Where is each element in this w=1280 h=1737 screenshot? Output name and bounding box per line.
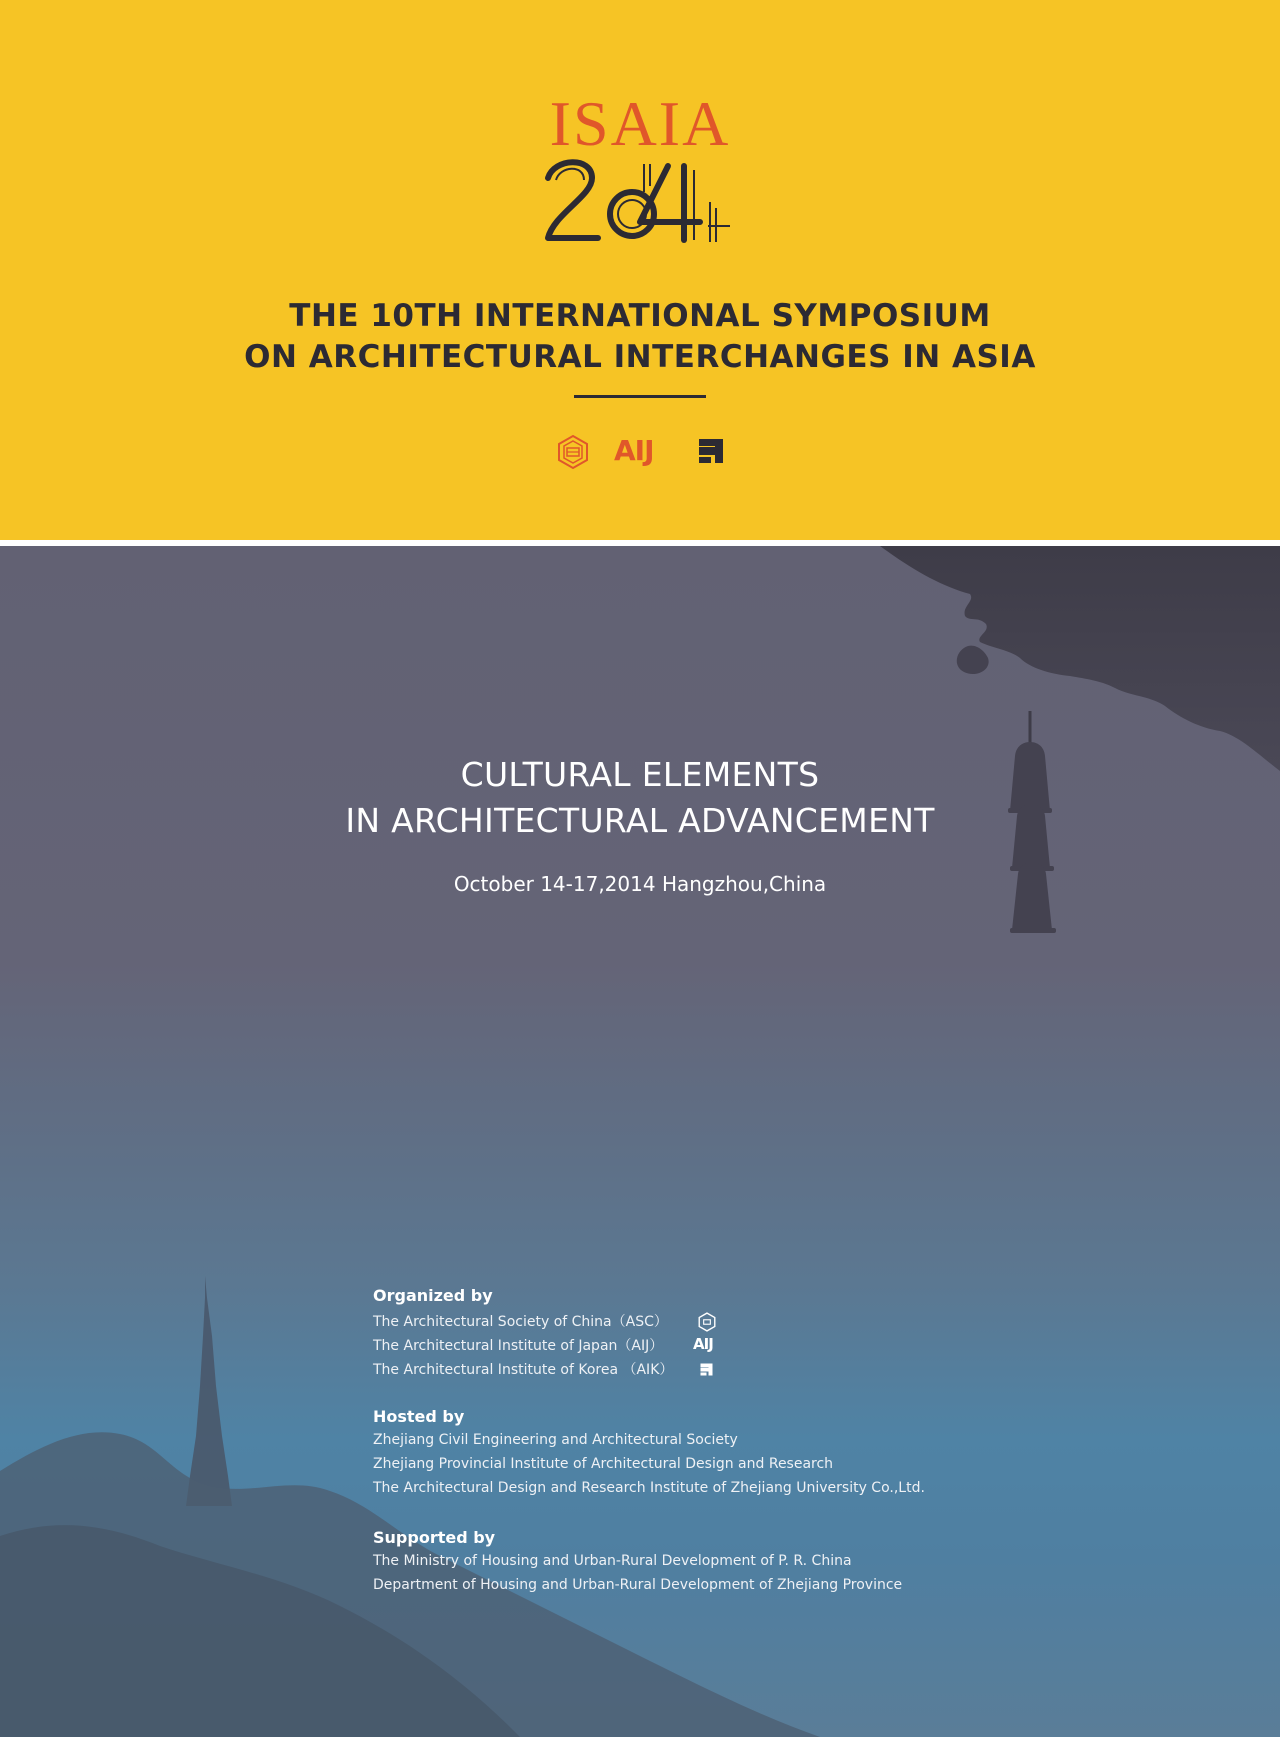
host-item: Zhejiang Civil Engineering and Architectural Society (373, 1432, 738, 1448)
theme-line-2: IN ARCHITECTURAL ADVANCEMENT (345, 801, 935, 840)
cover-photo-section (0, 546, 1280, 1737)
host-item: Zhejiang Provincial Institute of Architectural Design and Research (373, 1456, 834, 1472)
organizer-aik: The Architectural Institute of Korea （AIK） (373, 1362, 674, 1378)
title-divider (574, 395, 706, 398)
organized-by-block (373, 1286, 713, 1383)
event-date: October 14-17,2014 Hangzhou,China (453, 872, 827, 896)
supported-heading: Supported by (373, 1528, 496, 1547)
hosted-heading: Hosted by (373, 1407, 465, 1426)
aij-logo-icon: AIJ (614, 434, 654, 467)
organized-heading: Organized by (373, 1286, 493, 1305)
symposium-title-line-2: ON ARCHITECTURAL INTERCHANGES IN ASIA (244, 339, 1036, 375)
organizer-asc: The Architectural Society of China（ASC） (373, 1314, 668, 1330)
header-banner (0, 0, 1280, 540)
aik-logo-icon (696, 436, 726, 466)
organizer-aij: The Architectural Institute of Japan（AIJ） (373, 1338, 664, 1354)
organizer-logos (0, 431, 1280, 471)
aik-small-icon (699, 1362, 714, 1377)
supporter-item: The Ministry of Housing and Urban-Rural Development of P. R. China (373, 1553, 852, 1569)
logo-year-2014 (540, 152, 740, 244)
host-item: The Architectural Design and Research Institute of Zhejiang University Co.,Ltd. (373, 1480, 925, 1496)
aij-small-icon: AIJ (693, 1335, 713, 1353)
asc-small-icon (697, 1312, 717, 1332)
symposium-title-line-1: THE 10TH INTERNATIONAL SYMPOSIUM (289, 298, 991, 334)
asc-emblem-icon (555, 434, 591, 470)
supported-by-block (373, 1528, 902, 1601)
logo-acronym: ISAIA (549, 88, 731, 159)
supporter-item: Department of Housing and Urban-Rural Development of Zhejiang Province (373, 1577, 903, 1593)
hosted-by-block (373, 1407, 925, 1504)
theme-line-1: CULTURAL ELEMENTS (460, 755, 820, 794)
